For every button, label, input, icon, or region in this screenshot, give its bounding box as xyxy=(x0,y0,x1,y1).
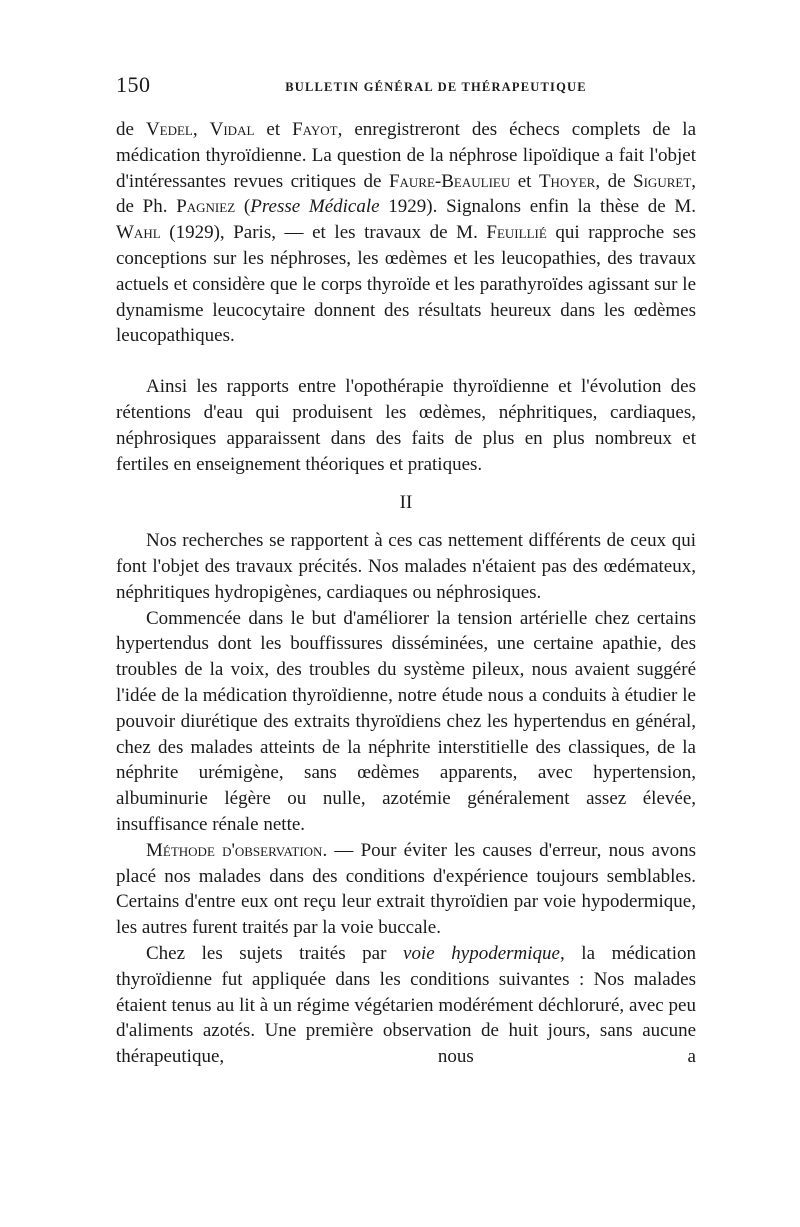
text-run: — Pour éviter les causes d'erreur, nous avons placé nos malades dans des conditions d'expérience toujours semblables. Certains d'entre eux ont reçu leur extrait thyroïdien par voie hypodermique, les autres furent traités par la voie buccale. xyxy=(116,839,696,939)
author-name: Siguret xyxy=(633,170,692,192)
text-run: , enregistreront des échecs complets de la médication thyroïdienne. La question de la néphrose lipoïdique a fait l'objet d'intéressantes revues critiques de xyxy=(116,119,697,192)
journal-title: Presse Médicale xyxy=(250,196,380,218)
body-text xyxy=(116,117,696,1070)
paragraph-4: Commencée dans le but d'améliorer la tension artérielle chez certains hypertendus dont les bouffissures disséminées, une certaine apathie, des troubles de la voix, des troubles du système pileux, nous avaient suggéré l'idée de la médication thyroïdienne, notre étude nous a conduits à étudier le pouvoir diurétique des extraits thyroïdiens chez les hypertendus en général, chez des malades atteints de la néphrite interstitielle des classiques, de la néphrite urémigène, sans œdèmes apparents, avec hypertension, albuminurie légère ou nulle, azotémie généralement assez élevée, insuffisance rénale nette. xyxy=(116,607,696,835)
page-header xyxy=(116,72,696,102)
section-heading: II xyxy=(399,492,413,514)
subheading-run-in: Méthode d'observation. xyxy=(146,839,328,861)
page-number: 150 xyxy=(116,72,151,97)
text-run: ( xyxy=(235,196,251,218)
running-title: BULLETIN GÉNÉRAL DE THÉRAPEUTIQUE xyxy=(285,80,587,94)
author-name: Thoyer xyxy=(538,170,596,192)
text-run: , de Ph. xyxy=(116,170,697,218)
emphasis: voie hypodermique xyxy=(403,942,560,964)
text-run: et xyxy=(254,119,293,140)
text-run: de xyxy=(116,119,146,140)
author-name: Faure-Beaulieu xyxy=(388,170,511,192)
author-name: Feuillié xyxy=(486,222,547,244)
author-name: Fayot xyxy=(292,119,338,140)
text-run: 1929). Signalons enfin la thèse de M. xyxy=(379,196,697,218)
text-run: , la médication thyroïdienne fut appliquée dans les conditions suivantes : Nos malades étaient tenus au lit à un régime végétarien modérément déchloruré, avec peu d'aliments azotés. Une première observation de huit jours, sans aucune thérapeutique, nous a xyxy=(116,942,696,1068)
text-run: Chez les sujets traités par xyxy=(146,942,404,964)
paragraph-1 xyxy=(116,117,696,349)
paragraph-5 xyxy=(116,838,696,941)
author-name: Vedel xyxy=(145,119,193,140)
paragraph-6 xyxy=(116,941,696,1070)
author-name: Pagniez xyxy=(176,196,236,218)
text-run: , de xyxy=(595,170,634,192)
text-run: qui rapproche ses conceptions sur les néphroses, les œdèmes et les leucopathies, des travaux actuels et considère que le corps thyroïde et les parathyroïdes agissant sur le dynamisme leucocytaire donnent des résultats heureux dans les œdèmes leucopathiques. xyxy=(116,222,696,347)
text-run: et xyxy=(510,170,539,192)
text-run: , xyxy=(192,119,210,140)
paragraph-3: Nos recherches se rapportent à ces cas nettement différents de ceux qui font l'objet des travaux précités. Nos malades n'étaient pas des œdémateux, néphritiques hydropigènes, cardiaques ou néphrosiques. xyxy=(116,530,696,603)
author-name: Vidal xyxy=(209,119,255,140)
text-run: (1929), Paris, — et les travaux de M. xyxy=(160,222,487,244)
author-name: Wahl xyxy=(116,222,161,244)
paragraph-2: Ainsi les rapports entre l'opothérapie thyroïdienne et l'évolution des rétentions d'eau qui produisent les œdèmes, néphritiques, cardiaques, néphrosiques apparaissent dans des faits de plus en plus nombreux et fertiles en enseignement théoriques et pratiques. xyxy=(116,376,696,475)
